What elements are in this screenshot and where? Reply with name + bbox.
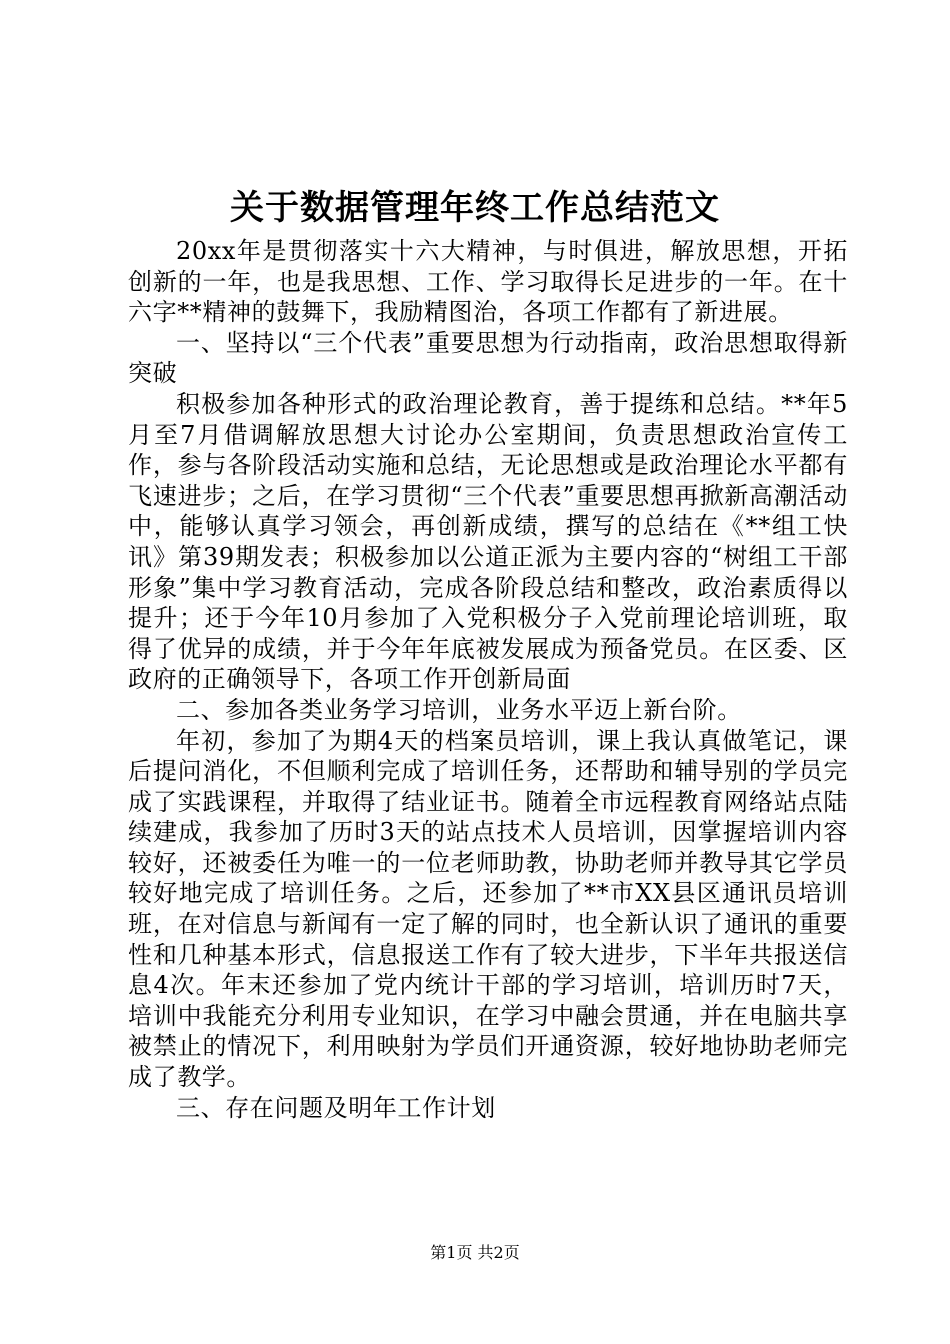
section-2-heading: 二、参加各类业务学习培训，业务水平迈上新台阶。 (176, 695, 742, 724)
section-3-heading: 三、存在问题及明年工作计划 (176, 1093, 496, 1122)
document-title: 关于数据管理年终工作总结范文 (230, 188, 720, 228)
section-1-paragraph: 积极参加各种形式的政治理论教育，善于提练和总结。**年5月至7月借调解放思想大讨论办公室期间，负责思想政治宣传工作，参与各阶段活动实施和总结，无论思想或是政治理论水平都有飞速进步；之后，在学习贯彻“三个代表”重要思想再掀新高潮活动中，能够认真学习领会，再创新成绩，撰写的总结在《**组工快讯》第39期发表；积极参加以公道正派为主要内容的“树组工干部形象”集中学习教育活动，完成各阶段总结和整改，政治素质得以提升；还于今年10月参加了入党积极分子入党前理论培训班，取得了优异的成绩，并于今年年底被发展成为预备党员。在区委、区政府的正确领导下，各项工作开创新局面 (128, 389, 848, 694)
section-2-paragraph: 年初，参加了为期4天的档案员培训，课上我认真做笔记，课后提问消化，不但顺利完成了培训任务，还帮助和辅导别的学员完成了实践课程，并取得了结业证书。随着全市远程教育网络站点陆续建成，我参加了历时3天的站点技术人员培训，因掌握培训内容较好，还被委任为唯一的一位老师助教，协助老师并教导其它学员较好地完成了培训任务。之后，还参加了**市XX县区通讯员培训班，在对信息与新闻有一定了解的同时，也全新认识了通讯的重要性和几种基本形式，信息报送工作有了较大进步，下半年共报送信息4次。年末还参加了党内统计干部的学习培训，培训历时7天，培训中我能充分利用专业知识，在学习中融会贯通，并在电脑共享被禁止的情况下，利用映射为学员们开通资源，较好地协助老师完成了教学。 (128, 726, 848, 1092)
page-number-footer: 第1页 共2页 (430, 1243, 520, 1262)
intro-paragraph: 20xx年是贯彻落实十六大精神，与时俱进，解放思想，开拓创新的一年，也是我思想、工作、学习取得长足进步的一年。在十六字**精神的鼓舞下，我励精图治，各项工作都有了新进展。 (128, 237, 848, 327)
document-body (128, 236, 848, 1123)
section-1-heading: 一、坚持以“三个代表”重要思想为行动指南，政治思想取得新突破 (128, 328, 848, 388)
